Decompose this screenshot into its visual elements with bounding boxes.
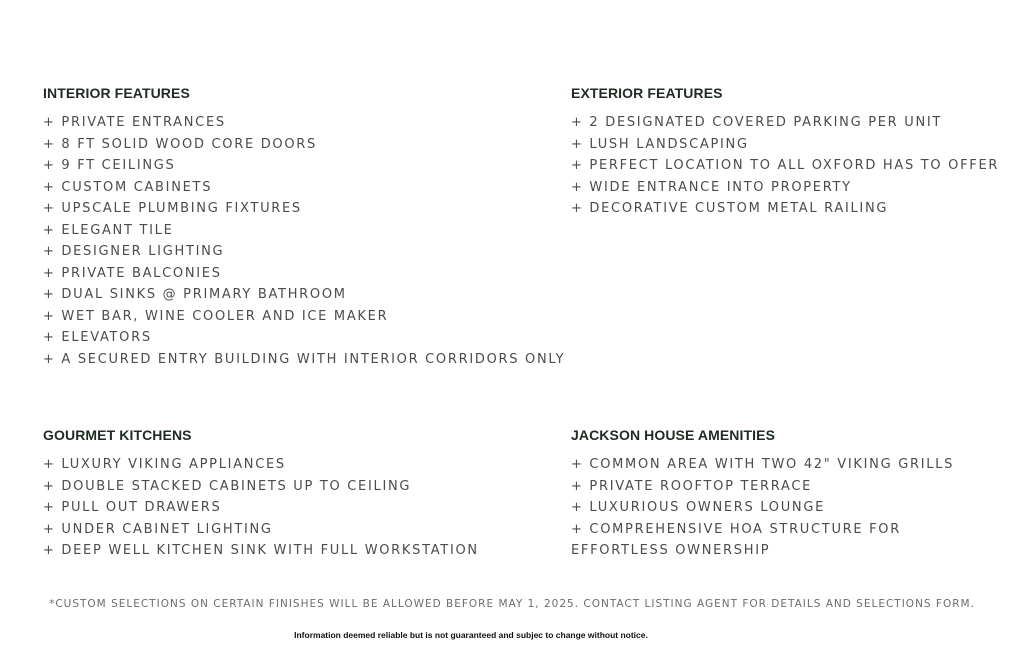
list-item: + 8 FT SOLID WOOD CORE DOORS	[43, 136, 317, 152]
gourmet-kitchens-section	[43, 425, 503, 562]
jackson-house-amenities-heading: JACKSON HOUSE AMENITIES	[571, 427, 776, 443]
gourmet-kitchens-heading: GOURMET KITCHENS	[43, 427, 192, 443]
exterior-features-list	[571, 112, 1000, 220]
list-item: + COMPREHENSIVE HOA STRUCTURE FOR EFFORTLESS OWNERSHIP	[571, 521, 901, 558]
list-item: + PRIVATE BALCONIES	[43, 265, 222, 281]
list-item: + PRIVATE ROOFTOP TERRACE	[571, 478, 813, 494]
list-item: + ELEVATORS	[43, 330, 152, 345]
interior-features-section	[43, 83, 566, 370]
list-item: + WIDE ENTRANCE INTO PROPERTY	[571, 179, 852, 195]
list-item: + LUXURY VIKING APPLIANCES	[43, 457, 286, 472]
list-item: + 9 FT CEILINGS	[43, 158, 176, 173]
list-item: + 2 DESIGNATED COVERED PARKING PER UNIT	[571, 115, 943, 130]
list-item: + DEEP WELL KITCHEN SINK WITH FULL WORKSTATION	[43, 543, 479, 558]
interior-features-list	[43, 112, 566, 370]
list-item: + COMMON AREA WITH TWO 42" VIKING GRILLS	[571, 457, 955, 472]
list-item: + PERFECT LOCATION TO ALL OXFORD HAS TO OFFER	[571, 158, 1000, 173]
list-item: + DESIGNER LIGHTING	[43, 244, 225, 259]
list-item: + DUAL SINKS @ PRIMARY BATHROOM	[43, 287, 347, 302]
list-item: + WET BAR, WINE COOLER AND ICE MAKER	[43, 308, 389, 324]
jackson-house-amenities-section	[571, 425, 991, 562]
disclaimer-text: Information deemed reliable but is not guaranteed and subjec to change without notice.	[294, 630, 648, 640]
list-item: + UNDER CABINET LIGHTING	[43, 521, 273, 537]
custom-selections-footnote: *CUSTOM SELECTIONS ON CERTAIN FINISHES WILL BE ALLOWED BEFORE MAY 1, 2025. CONTACT LISTING AGENT FOR DETAILS AND SELECTIONS FORM.	[49, 598, 975, 610]
list-item: + DOUBLE STACKED CABINETS UP TO CEILING	[43, 478, 412, 494]
list-item: + LUXURIOUS OWNERS LOUNGE	[571, 500, 826, 515]
list-item: + DECORATIVE CUSTOM METAL RAILING	[571, 201, 889, 216]
interior-features-heading: INTERIOR FEATURES	[43, 85, 190, 101]
list-item: + PULL OUT DRAWERS	[43, 500, 222, 515]
gourmet-kitchens-list	[43, 454, 503, 562]
exterior-features-section	[571, 83, 1000, 220]
exterior-features-heading: EXTERIOR FEATURES	[571, 85, 723, 101]
list-item: + PRIVATE ENTRANCES	[43, 115, 226, 130]
list-item: + CUSTOM CABINETS	[43, 179, 213, 195]
list-item: + ELEGANT TILE	[43, 222, 174, 238]
list-item: + A SECURED ENTRY BUILDING WITH INTERIOR CORRIDORS ONLY	[43, 351, 566, 367]
jackson-house-amenities-list	[571, 454, 991, 562]
list-item: + UPSCALE PLUMBING FIXTURES	[43, 201, 302, 216]
list-item: + LUSH LANDSCAPING	[571, 136, 749, 152]
